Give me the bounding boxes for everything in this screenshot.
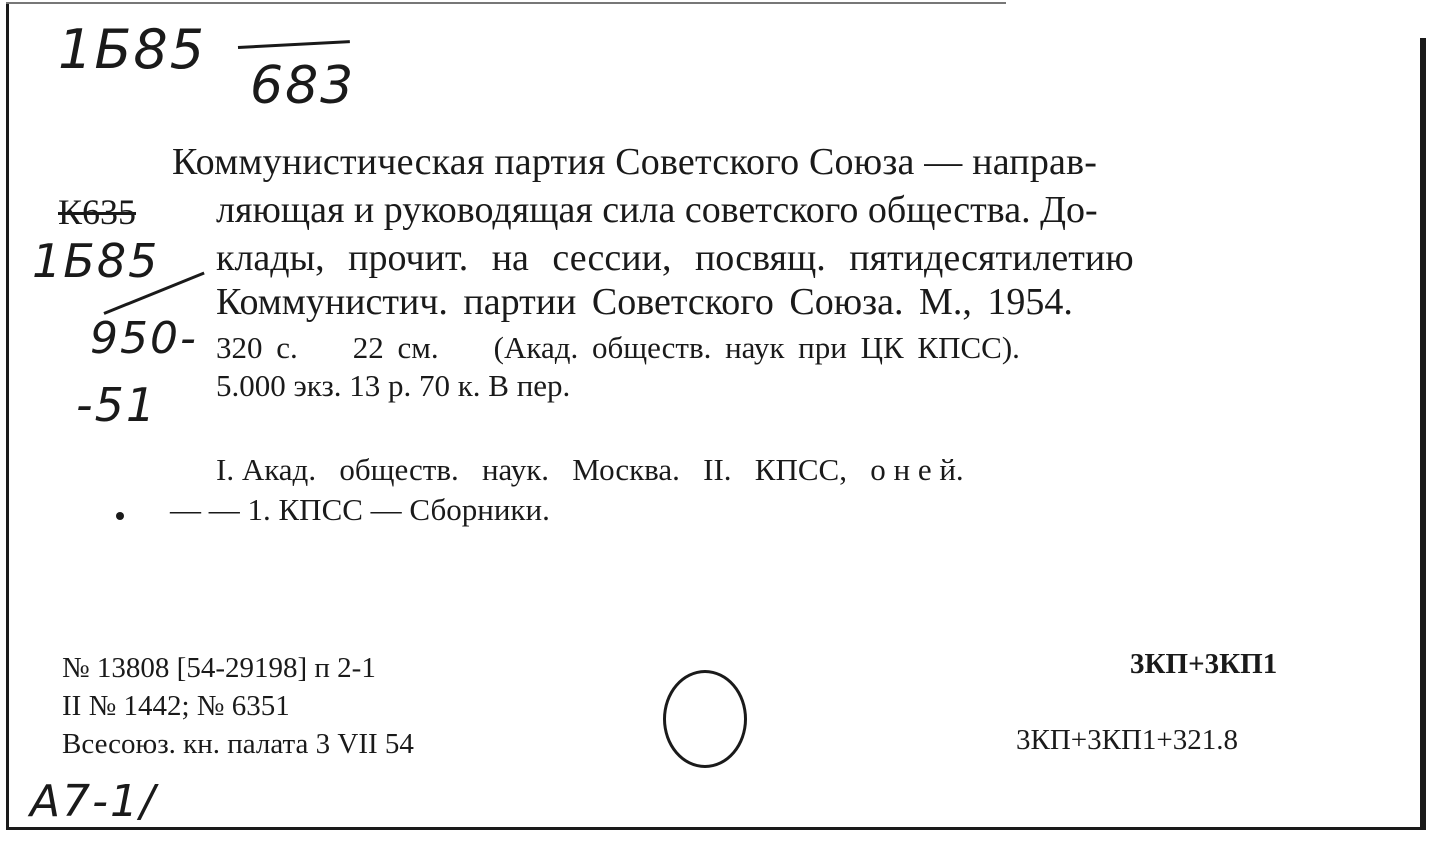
classification-code-2: 3КП+3КП1+321.8 [1016,724,1239,756]
main-entry-line-3: клады, прочит. на сессии, посвящ. пятидесятилетию [216,237,1134,279]
tracing-line-1: I. Акад. обществ. наук. Москва. II. КПСС, о н е й. [216,452,964,487]
edition-price-line: 5.000 экз. 13 р. 70 к. В пер. [216,368,571,403]
main-entry-line-2: ляющая и руководящая сила советского общества. До- [216,189,1098,231]
handwritten-shelf-mark-4: -51 [76,378,158,432]
main-entry-line-4: Коммунистич. партии Советского Союза. М., 1954. [216,281,1073,323]
ink-dot [116,512,124,520]
collation-line: 320 с. 22 см. (Акад. обществ. наук при ЦК КПСС). [216,330,1020,365]
tracing-line-2: — — 1. КПСС — Сборники. [170,492,550,527]
handwritten-inventory-mark: A7-1/ [30,776,157,827]
registry-reference: II № 1442; № 6351 [62,690,290,722]
main-entry-line-1: Коммунистическая партия Советского Союза — направ- [172,141,1098,183]
publisher-line: Всесоюз. кн. палата 3 VII 54 [62,728,414,760]
circle-stamp [663,670,747,768]
card-right-edge [1420,38,1426,830]
card-top-edge [6,2,1006,4]
handwritten-shelf-mark-3: 950- [90,313,198,364]
handwritten-shelf-mark: 1Б85 [58,18,207,81]
registry-number: № 13808 [54-29198] п 2-1 [62,652,376,684]
handwritten-number: 683 [250,56,356,116]
call-number: К635 [58,192,137,232]
classification-code-1: 3КП+3КП1 [1130,648,1278,680]
handwritten-shelf-mark-2: 1Б85 [32,234,160,288]
